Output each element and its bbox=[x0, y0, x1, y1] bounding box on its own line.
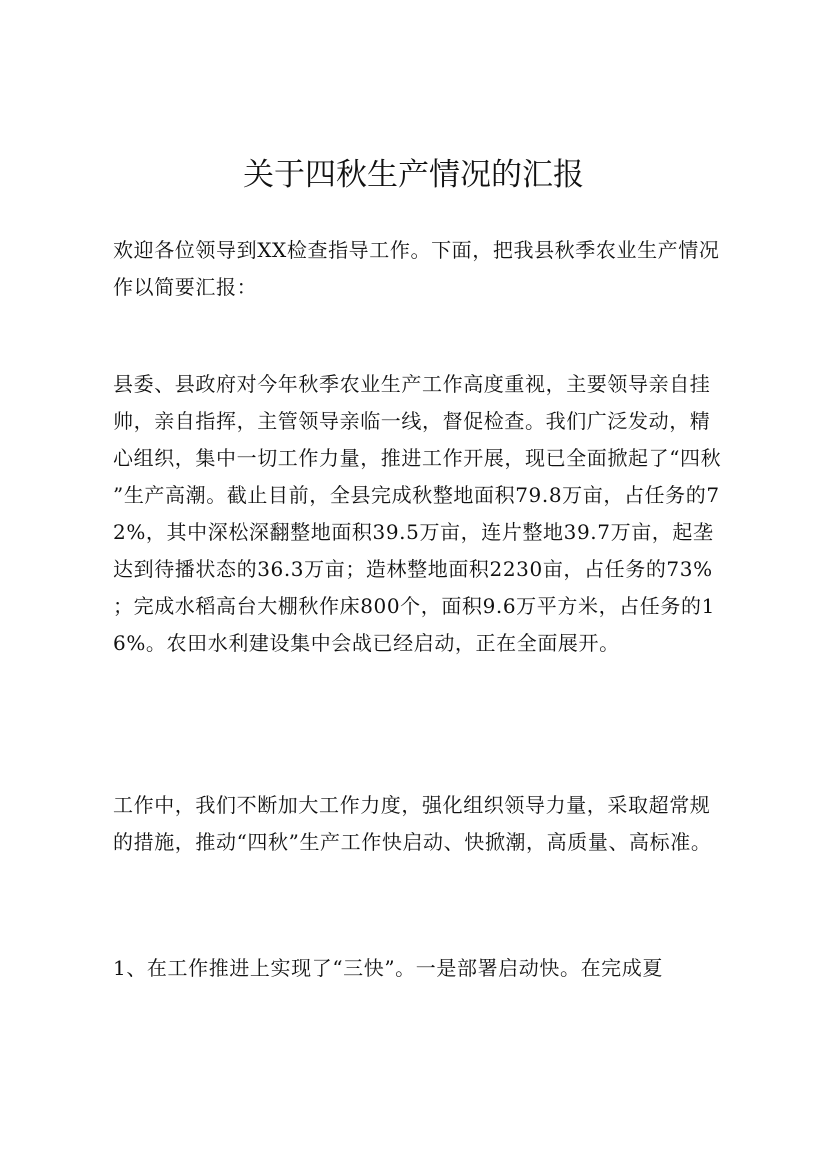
paragraph-progress: 县委、县政府对今年秋季农业生产工作高度重视，主要领导亲自挂帅，亲自指挥，主管领导亲临一线，督促检查。我们广泛发动，精心组织，集中一切工作力量，推进工作开展，现已全面掀起了“四秋”生产高潮。截止目前，全县完成秋整地面积79.8万亩，占任务的72%，其中深松深翻整地面积39.5万亩，连片整地39.7万亩，起垄达到待播状态的36.3万亩；造林整地面积2230亩，占任务的73%；完成水稻高台大棚秋作床800个，面积9.6万平方米，占任务的16%。农田水利建设集中会战已经启动，正在全面展开。 bbox=[113, 372, 722, 655]
paragraph-measures: 工作中，我们不断加大工作力度，强化组织领导力量，采取超常规的措施，推动“四秋”生产工作快启动、快掀潮，高质量、高标准。 bbox=[113, 793, 712, 854]
paragraph-intro: 欢迎各位领导到XX检查指导工作。下面，把我县秋季农业生产情况作以简要汇报： bbox=[113, 238, 720, 299]
document-title: 关于四秋生产情况的汇报 bbox=[243, 157, 584, 193]
paragraph-point-one: 1、在工作推进上实现了“三快”。一是部署启动快。在完成夏 bbox=[113, 956, 663, 980]
